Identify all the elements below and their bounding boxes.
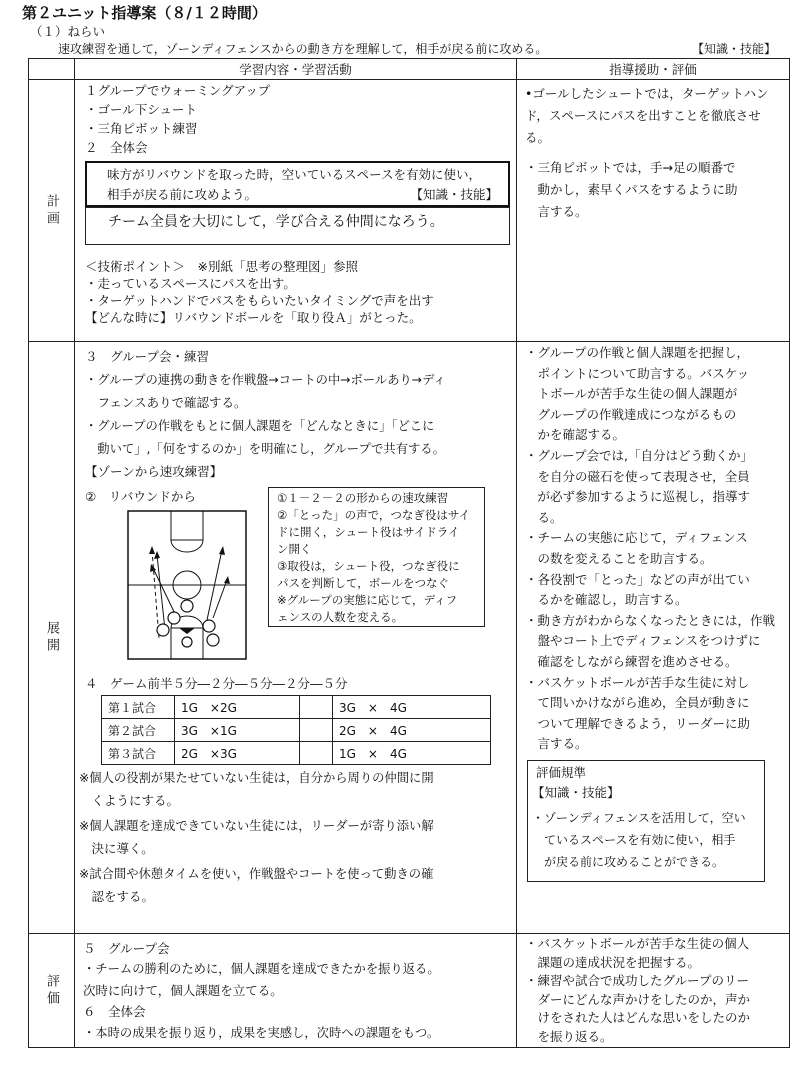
develop-line: ３ グループ会・練習 [85, 349, 210, 364]
drill-line: ドに開く，シュート役はサイドライ [277, 525, 460, 539]
section-develop-label: 展開 [28, 341, 75, 934]
support-line: •ゴールしたシュートでは，ターゲットハン [525, 86, 769, 101]
evaluate-support-cell [516, 933, 790, 1048]
develop-line: ② リバウンドから [85, 489, 196, 504]
plan-line: ・三角ピボット練習 [85, 121, 198, 136]
support-line: 課題の達成状況を把握する。 [525, 954, 701, 970]
drill-line: ※グループの実態に応じて，ディフ [277, 593, 458, 607]
drill-box [268, 487, 485, 627]
games-table [101, 695, 491, 765]
support-line: る。 [525, 130, 551, 145]
point-line: ・ターゲットハンドでパスをもらいたいタイミングで声を出す [85, 293, 434, 308]
point-line: ＜技術ポイント＞ ※別紙「思考の整理図」参照 [85, 259, 358, 274]
aim-tag: 【知識・技能】 [691, 42, 776, 56]
evaluate-line: ６ 全体会 [83, 1004, 146, 1019]
develop-line: フェンスありで確認する。 [85, 395, 247, 410]
page-title: 第２ユニット指導案（８/１２時間） [22, 4, 267, 22]
support-line: けをされた人はどんな思いをしたのか [525, 1010, 751, 1025]
plan-line: ２ 全体会 [85, 140, 148, 155]
support-line: 確認をしながら練習を進めさせる。 [525, 654, 738, 669]
support-line: 動かし，素早くパスをするように助 [525, 182, 738, 197]
develop-line: 【ゾーンから速攻練習】 [85, 464, 223, 479]
support-line: 言する。 [525, 736, 588, 752]
criteria-tag: 【知識・技能】 [532, 785, 620, 800]
criteria-line: が戻る前に攻めることができる。 [532, 855, 725, 869]
plan-line: ・ゴール下シュート [85, 102, 198, 117]
header-learning: 学習内容・学習活動 [74, 58, 517, 80]
drill-line: ェンスの人数を変える。 [277, 610, 404, 624]
develop-line: 動いて」,「何をするのか」を明確にし，グループで共有する。 [85, 442, 445, 456]
support-line: ・練習や試合で成功したグループのリー [525, 973, 750, 988]
game-name: 第３試合 [102, 742, 175, 765]
evaluate-learning-cell [74, 933, 517, 1048]
goal-box [85, 161, 510, 207]
note-line: ※試合間や休憩タイムを使い，作戦盤やコートを使って動きの確 [79, 867, 434, 881]
support-line: て問いかけながら進め，全員が動きに [525, 695, 750, 711]
game-spacer [300, 742, 333, 765]
drill-line: ン開く [277, 542, 312, 556]
table-row [102, 719, 491, 742]
goal-tag: 【知識・技能】 [410, 187, 498, 202]
note-line: くようにする。 [79, 793, 180, 808]
section-evaluate-label: 評価 [28, 933, 75, 1048]
support-line: 言する。 [525, 204, 588, 219]
game-second: 3G × 4G [333, 696, 491, 719]
goal-text: 味方がリバウンドを取った時，空いているスペースを有効に使い， [107, 167, 482, 182]
aim-text: 速攻練習を通して，ゾーンディフェンスからの動き方を理解して，相手が戻る前に攻める。 [58, 42, 548, 56]
game-first: 3G ×1G [175, 719, 300, 742]
support-line: ・グループの作戦と個人課題を把握し， [525, 345, 750, 360]
team-text: チーム全員を大切にして，学び合える仲間になろう。 [108, 214, 444, 230]
support-line: るかを確認し，助言する。 [525, 592, 688, 608]
game-first: 2G ×3G [175, 742, 300, 765]
develop-line: ・グループの連携の動きを作戦盤→コートの中→ボールあり→ディ [85, 373, 446, 387]
note-line: ※個人の役割が果たせていない生徒は，自分から周りの仲間に開 [79, 771, 434, 785]
support-line: を振り返る。 [525, 1028, 613, 1044]
support-line: ・バスケットボールが苦手な生徒に対し [525, 674, 750, 690]
note-line: ※個人課題を達成できていない生徒には，リーダーが寄り添い解 [79, 819, 434, 833]
evaluate-line: ・チームの勝利のために，個人課題を達成できたかを振り返る。 [83, 962, 440, 976]
support-line: ・チームの実態に応じて，ディフェンス [525, 530, 748, 546]
support-line: の数を変えることを助言する。 [525, 551, 713, 566]
develop-support-cell [516, 341, 790, 934]
support-line: ダーにどんな声かけをしたのか，声か [525, 991, 751, 1007]
criteria-line: ・ゾーンディフェンスを活用して，空い [532, 811, 746, 825]
point-line: ・走っているスペースにパスを出す。 [85, 276, 296, 291]
support-line: グループの作戦達成につながるもの [525, 406, 737, 422]
plan-learning-cell [74, 79, 517, 342]
point-line: 【どんな時に】リバウンドボールを「取り役Ａ」がとった。 [85, 310, 422, 325]
support-line: ・各役割で「とった」などの声が出てい [525, 571, 750, 587]
develop-learning-cell [74, 341, 517, 934]
drill-line: パスを判断して，ボールをつなぐ [277, 576, 450, 590]
game-spacer [300, 696, 333, 719]
evaluate-line: ５ グループ会 [83, 941, 170, 956]
evaluate-line: ・本時の成果を振り返り，成果を実感し，次時への課題をもつ。 [83, 1026, 440, 1040]
game-name: 第１試合 [102, 696, 175, 719]
support-line: を自分の磁石を使って表現させ，全員 [525, 468, 750, 484]
support-line: ・バスケットボールが苦手な生徒の個人 [525, 936, 750, 951]
develop-line: ・グループの作戦をもとに個人課題を「どんなときに」「どこに [85, 419, 435, 433]
aim-label: （１）ねらい [30, 24, 106, 39]
game-second: 2G × 4G [333, 719, 491, 742]
note-line: 決に導く。 [79, 841, 154, 856]
note-line: 認をする。 [79, 889, 155, 904]
plan-support-cell [516, 79, 790, 342]
criteria-box [527, 760, 765, 882]
support-line: ・動き方がわからなくなったときには，作戦 [525, 612, 776, 628]
support-line: ・三角ピボットでは，手→足の順番で [525, 160, 736, 175]
section-plan-label: 計画 [28, 79, 75, 342]
support-line: 盤やコート上でディフェンスをつけずに [525, 633, 761, 649]
team-box [85, 207, 510, 245]
game-spacer [300, 719, 333, 742]
header-support: 指導援助・評価 [516, 58, 790, 80]
criteria-line: ているスペースを有効に使い，相手 [532, 833, 736, 847]
table-row [102, 742, 491, 765]
support-line: る。 [525, 509, 563, 525]
game-heading: ４ ゲーム前半５分―２分―５分―２分―５分 [85, 676, 348, 691]
criteria-title: 評価規準 [536, 765, 587, 780]
support-line: ついて理解できるよう，リーダーに助 [525, 715, 751, 731]
drill-line: ③取役は，シュート役，つなぎ役に [277, 559, 460, 573]
goal-text: 相手が戻る前に攻めよう。 [107, 187, 258, 202]
game-first: 1G ×2G [175, 696, 300, 719]
support-line: かを確認する。 [525, 427, 626, 443]
support-line: ポイントについて助言する。バスケッ [525, 365, 750, 381]
header-corner [28, 58, 75, 80]
support-line: ・グループ会では,「自分はどう動くか」 [525, 448, 753, 463]
plan-line: １グループでウォーミングアップ [85, 83, 271, 98]
support-line: が必ず参加するように巡視し，指導す [525, 489, 751, 505]
table-row [102, 696, 491, 719]
court-diagram [127, 510, 247, 660]
game-name: 第２試合 [102, 719, 175, 742]
game-second: 1G × 4G [333, 742, 491, 765]
support-line: トボールが苦手な生徒の個人課題が [525, 386, 738, 402]
drill-line: ①１－２－２の形からの速攻練習 [277, 491, 449, 505]
drill-line: ②「とった」の声で，つなぎ役はサイ [277, 508, 471, 522]
evaluate-line: 次時に向けて，個人課題を立てる。 [83, 983, 283, 998]
support-line: ド，スペースにパスを出すことを徹底させ [525, 108, 761, 123]
